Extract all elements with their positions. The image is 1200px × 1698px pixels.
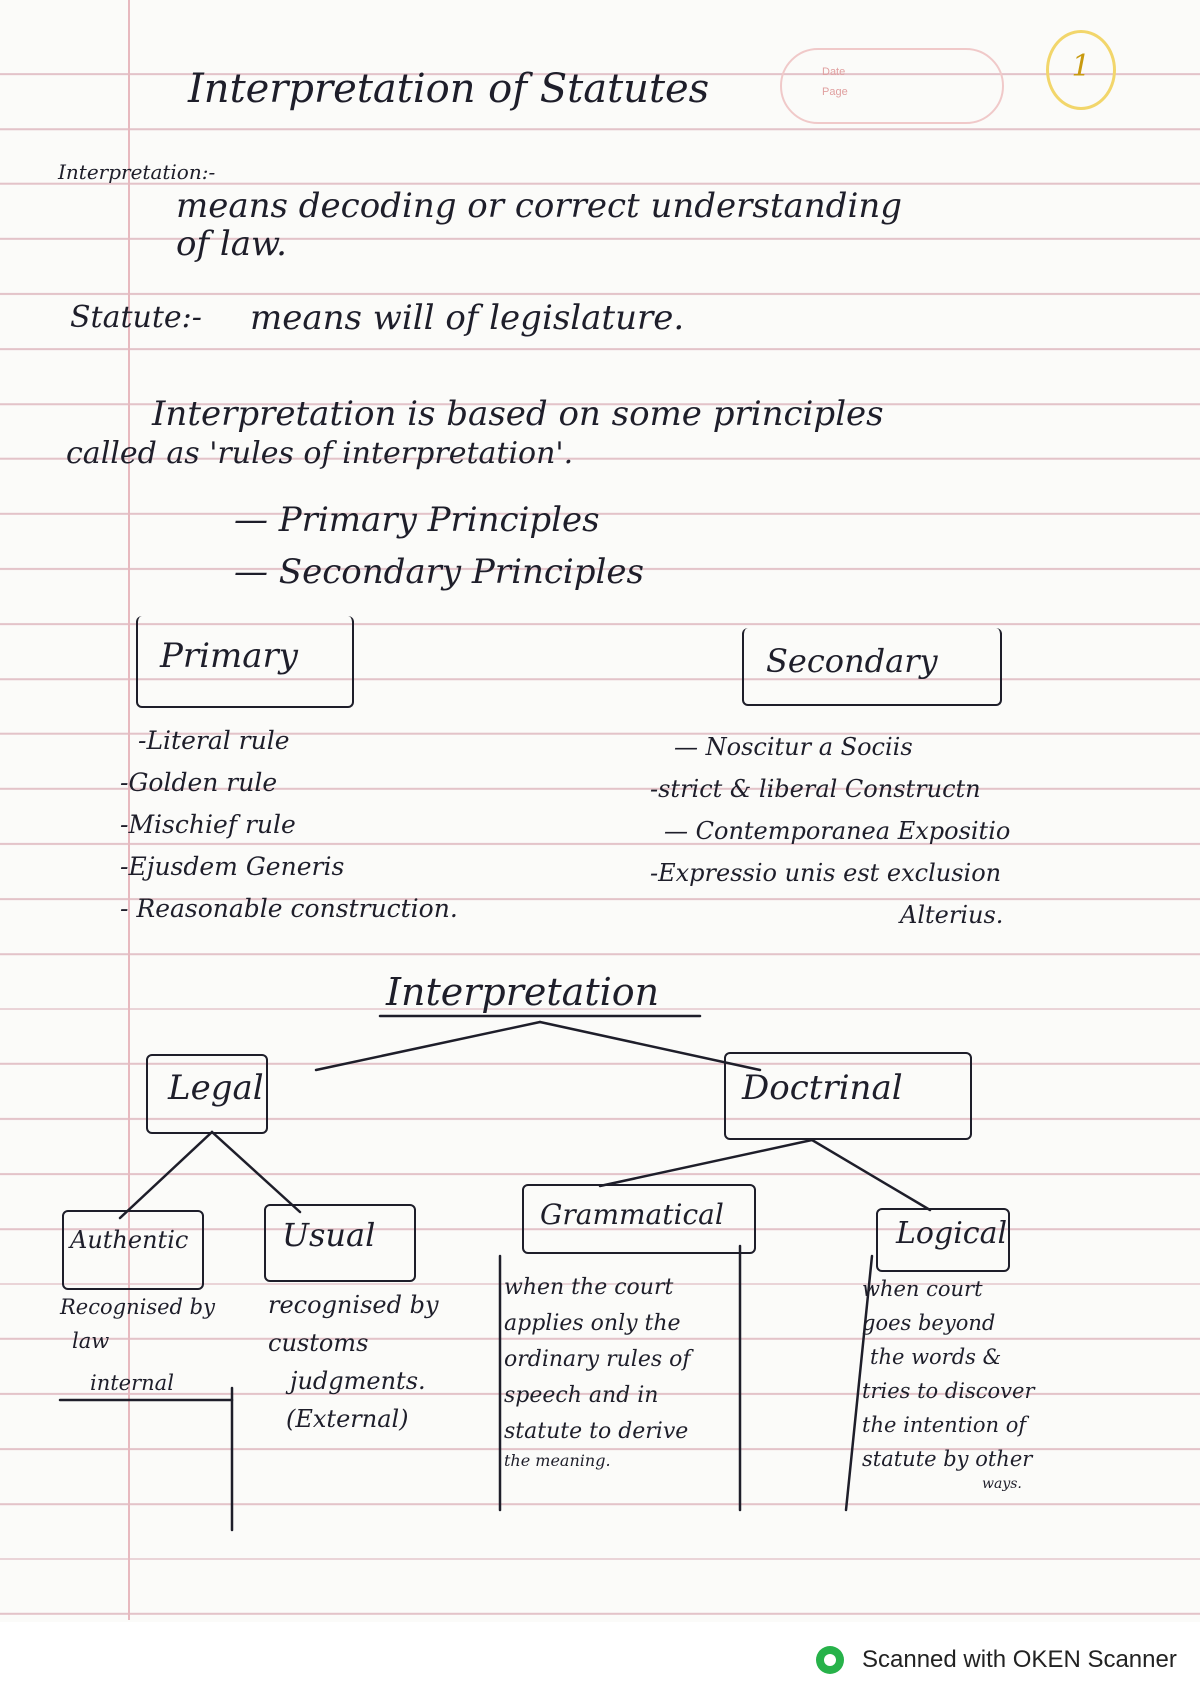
intro-line1: Interpretation is based on some principles [152, 394, 884, 434]
primary-rule: -Mischief rule [120, 810, 296, 839]
root-to-legal-line [316, 1022, 540, 1070]
doctrinal-to-grammatical-line [600, 1140, 812, 1186]
stamp-page: Page [822, 86, 848, 98]
secondary-principles: — Secondary Principles [234, 552, 644, 592]
usual-desc-line: judgments. [290, 1367, 426, 1395]
secondary-heading: Secondary [766, 642, 938, 680]
primary-heading: Primary [160, 636, 298, 676]
page-number: 1 [1071, 49, 1091, 84]
statute-definition: means will of legislature. [250, 298, 685, 338]
grammatical-desc-line: when the court [504, 1275, 674, 1300]
grammatical-node: Grammatical [540, 1198, 724, 1231]
page-title: Interpretation of Statutes [188, 66, 710, 112]
primary-rule: -Golden rule [120, 768, 278, 797]
statute-label: Statute:- [70, 300, 202, 335]
logical-desc-line: statute by other [862, 1447, 1033, 1471]
grammatical-desc-line: speech and in [504, 1383, 659, 1408]
logical-desc-line: the intention of [862, 1413, 1027, 1437]
grammatical-desc-line: applies only the [504, 1311, 681, 1336]
grammatical-desc-line: statute to derive [504, 1419, 689, 1444]
usual-desc-line: (External) [286, 1405, 409, 1433]
authentic-desc-line: internal [90, 1371, 174, 1395]
doctrinal-node: Doctrinal [742, 1068, 903, 1108]
grammatical-description [504, 1270, 691, 1472]
logical-desc-line: the words & [870, 1345, 1002, 1369]
secondary-rule: Alterius. [900, 901, 1004, 929]
interpretation-label: Interpretation:- [58, 160, 216, 184]
intro-line2: called as 'rules of interpretation'. [66, 436, 574, 471]
usual-desc-line: customs [268, 1329, 369, 1357]
authentic-desc-line: Recognised by [60, 1295, 215, 1319]
interpretation-definition-line1: means decoding or correct understanding [176, 186, 902, 226]
primary-principles: — Primary Principles [234, 500, 600, 540]
logical-node: Logical [896, 1216, 1008, 1251]
tree-root: Interpretation [386, 970, 660, 1014]
legal-to-usual-line [212, 1132, 300, 1212]
usual-node: Usual [282, 1216, 376, 1254]
primary-rule: -Literal rule [138, 726, 290, 755]
logical-description [862, 1272, 1035, 1492]
legal-to-authentic-line [120, 1132, 212, 1218]
usual-description [268, 1286, 439, 1438]
doctrinal-to-logical-line [812, 1140, 930, 1210]
scanner-watermark-text: Scanned with OKEN Scanner [862, 1646, 1177, 1673]
scanner-logo-icon [816, 1646, 844, 1674]
primary-rule: -Ejusdem Generis [120, 852, 345, 881]
logical-desc-line: goes beyond [862, 1311, 996, 1335]
interpretation-definition-line2: of law. [176, 224, 287, 264]
stamp-date: Date [822, 66, 846, 78]
grammatical-desc-line: ordinary rules of [504, 1347, 691, 1372]
grammatical-desc-line: the meaning. [504, 1451, 611, 1470]
secondary-rule: — Contemporanea Expositio [664, 817, 1011, 845]
authentic-desc-line: law [72, 1329, 110, 1353]
authentic-description [60, 1290, 215, 1400]
primary-rule: - Reasonable construction. [120, 894, 458, 923]
legal-node: Legal [168, 1068, 264, 1108]
logical-desc-line: when court [862, 1277, 983, 1301]
secondary-rule: -Expressio unis est exclusion [650, 859, 1002, 887]
usual-desc-line: recognised by [268, 1291, 439, 1319]
secondary-rule: — Noscitur a Sociis [674, 733, 913, 761]
logical-desc-line: tries to discover [862, 1379, 1035, 1403]
secondary-rule: -strict & liberal Constructn [650, 775, 981, 803]
logical-desc-line: ways. [982, 1476, 1022, 1492]
scanner-footer [0, 1622, 1200, 1698]
authentic-node: Authentic [70, 1226, 189, 1254]
